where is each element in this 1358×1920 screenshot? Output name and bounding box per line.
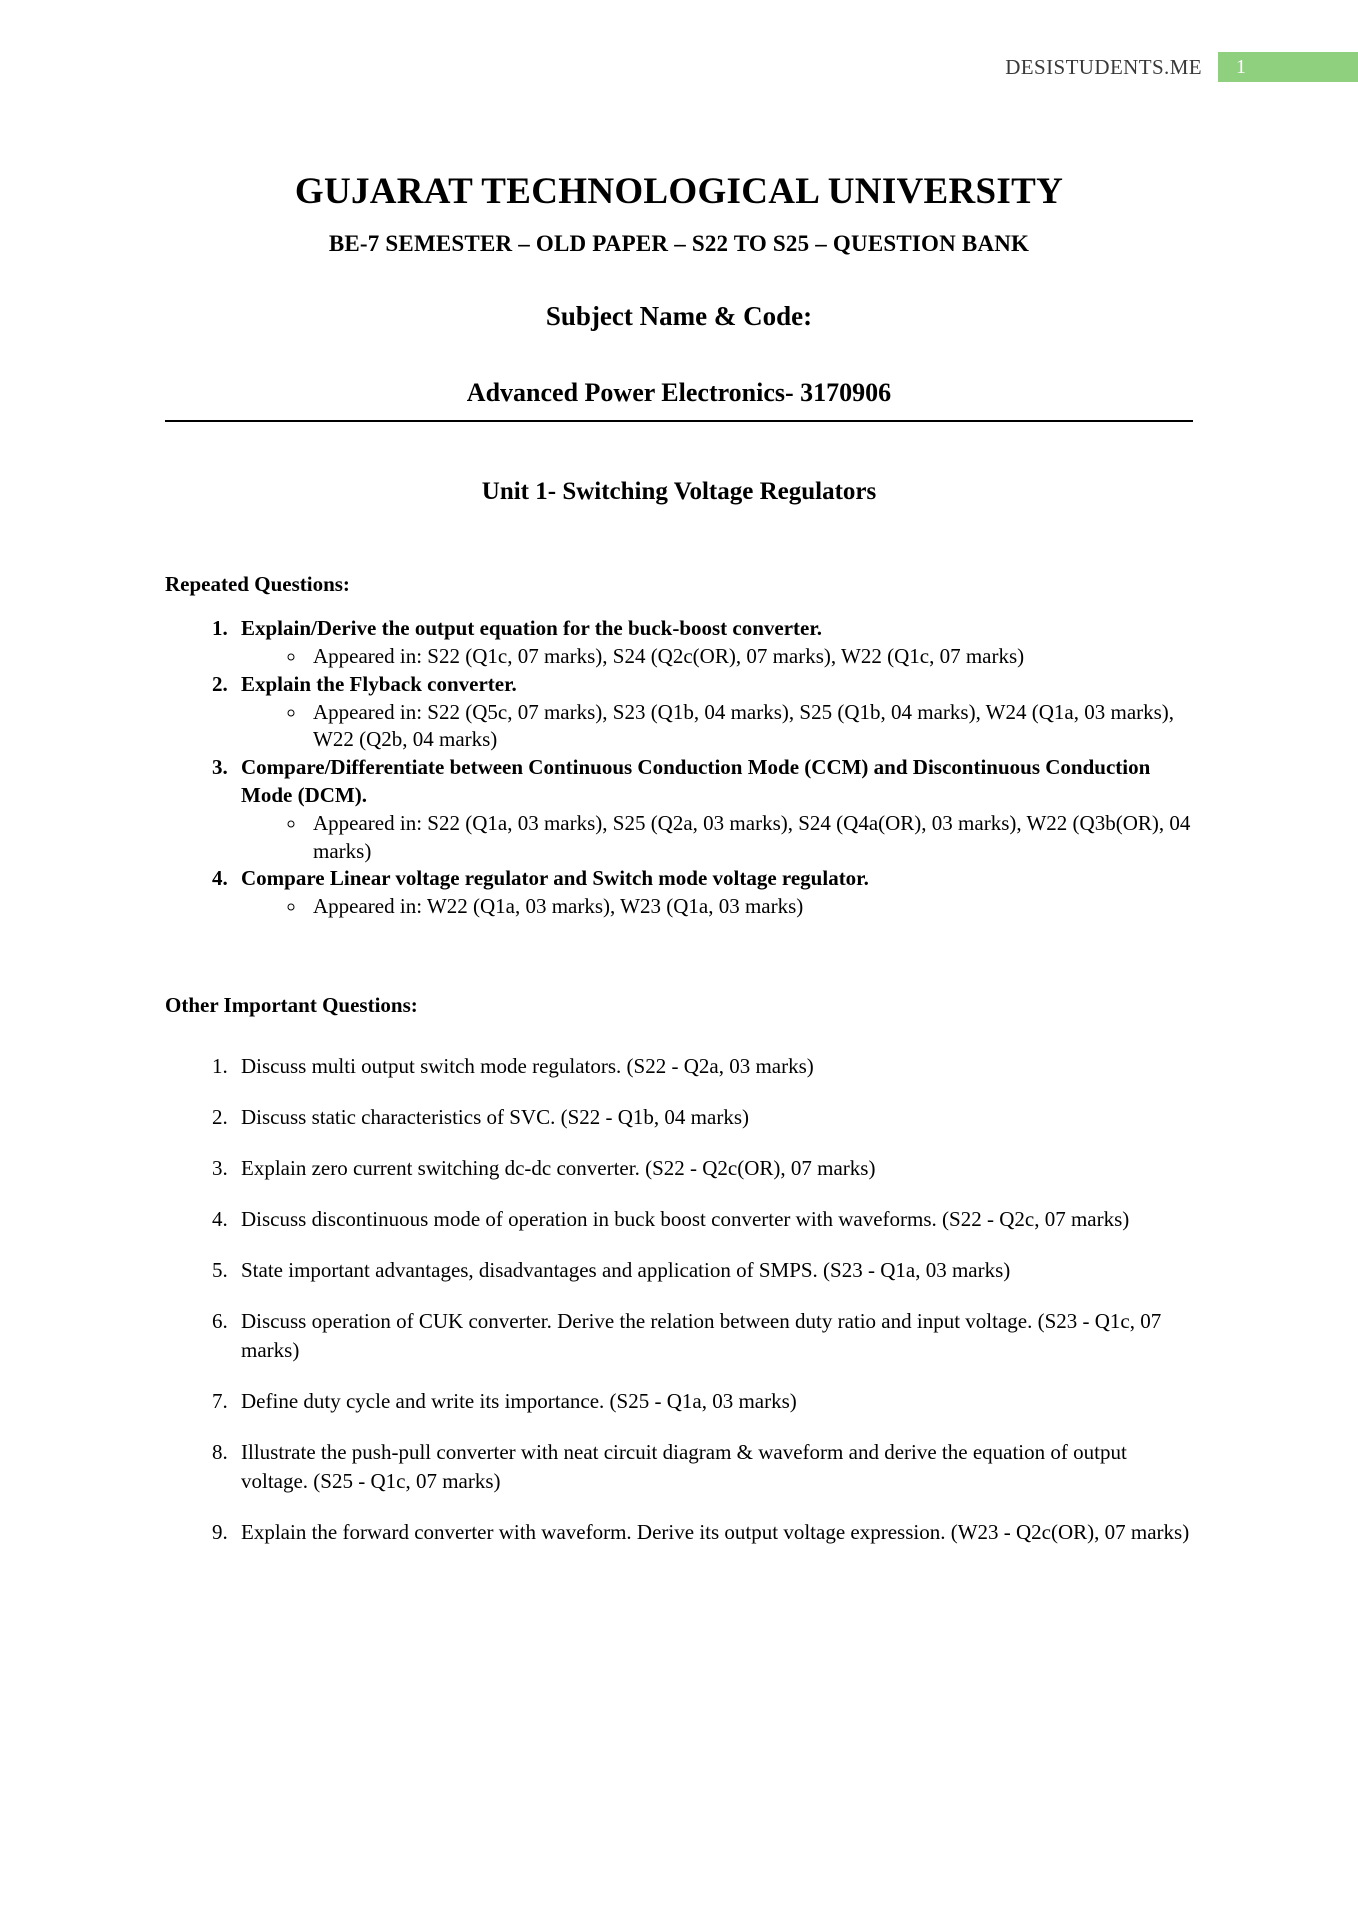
paper-subtitle: BE-7 SEMESTER – OLD PAPER – S22 TO S25 – QUESTION BANK xyxy=(328,231,1030,256)
list-item: 3. Explain zero current switching dc-dc converter. (S22 - Q2c(OR), 07 marks) xyxy=(233,1154,1193,1183)
document-content xyxy=(0,572,1358,1547)
question-text: Compare/Differentiate between Continuous Conduction Mode (CCM) and Discontinuous Conduction Mode (DCM). xyxy=(241,755,1151,807)
list-item xyxy=(233,615,1193,671)
title-divider xyxy=(165,420,1193,422)
list-item xyxy=(233,865,1193,921)
list-item: 8. Illustrate the push-pull converter with neat circuit diagram & waveform and derive the equation of output voltage. (S25 - Q1c, 07 marks) xyxy=(233,1438,1193,1496)
repeated-questions-list xyxy=(165,615,1193,921)
list-item: 1. Discuss multi output switch mode regulators. (S22 - Q2a, 03 marks) xyxy=(233,1052,1193,1081)
repeated-questions-heading: Repeated Questions: xyxy=(165,572,350,596)
list-item: ◦ Appeared in: W22 (Q1a, 03 marks), W23 (Q1a, 03 marks) xyxy=(307,893,1193,921)
appeared-list xyxy=(241,893,1193,921)
question-text: Explain/Derive the output equation for the buck-boost converter. xyxy=(241,616,823,640)
question-text: Explain the Flyback converter. xyxy=(241,671,517,696)
list-item: ◦ Appeared in: S22 (Q1c, 07 marks), S24 (Q2c(OR), 07 marks), W22 (Q1c, 07 marks) xyxy=(307,643,1193,671)
other-questions-list xyxy=(165,1052,1193,1547)
appeared-list xyxy=(241,699,1193,754)
appeared-list xyxy=(241,643,1193,671)
page-header xyxy=(1005,52,1358,82)
unit-title: Unit 1- Switching Voltage Regulators xyxy=(481,478,877,505)
list-item: 2. Discuss static characteristics of SVC. (S22 - Q1b, 04 marks) xyxy=(233,1103,1193,1132)
list-item: ◦ Appeared in: S22 (Q1a, 03 marks), S25 (Q2a, 03 marks), S24 (Q4a(OR), 03 marks), W22 (Q3b(OR), 04 marks) xyxy=(307,810,1193,865)
other-questions-heading: Other Important Questions: xyxy=(165,992,418,1017)
appeared-list xyxy=(241,810,1193,865)
university-title: GUJARAT TECHNOLOGICAL UNIVERSITY xyxy=(294,171,1064,212)
list-item: 4. Discuss discontinuous mode of operation in buck boost converter with waveforms. (S22 - Q2c, 07 marks) xyxy=(233,1205,1193,1234)
subject-label: Subject Name & Code: xyxy=(545,301,813,331)
list-item xyxy=(233,671,1193,754)
list-item: 9. Explain the forward converter with waveform. Derive its output voltage expression. (W23 - Q2c(OR), 07 marks) xyxy=(233,1518,1193,1547)
subject-name: Advanced Power Electronics- 3170906 xyxy=(466,378,892,407)
list-item: 5. State important advantages, disadvantages and application of SMPS. (S23 - Q1a, 03 marks) xyxy=(233,1256,1193,1285)
list-item xyxy=(233,754,1193,865)
list-item: ◦ Appeared in: S22 (Q5c, 07 marks), S23 (Q1b, 04 marks), S25 (Q1b, 04 marks), W24 (Q1a, 03 marks), W22 (Q2b, 04 marks) xyxy=(307,699,1193,754)
site-watermark: DESISTUDENTS.ME xyxy=(1005,55,1202,79)
list-item: 7. Define duty cycle and write its importance. (S25 - Q1a, 03 marks) xyxy=(233,1387,1193,1416)
list-item: 6. Discuss operation of CUK converter. Derive the relation between duty ratio and input voltage. (S23 - Q1c, 07 marks) xyxy=(233,1307,1193,1365)
question-text: Compare Linear voltage regulator and Switch mode voltage regulator. xyxy=(241,866,869,891)
page-number-badge: 1 xyxy=(1218,52,1358,82)
